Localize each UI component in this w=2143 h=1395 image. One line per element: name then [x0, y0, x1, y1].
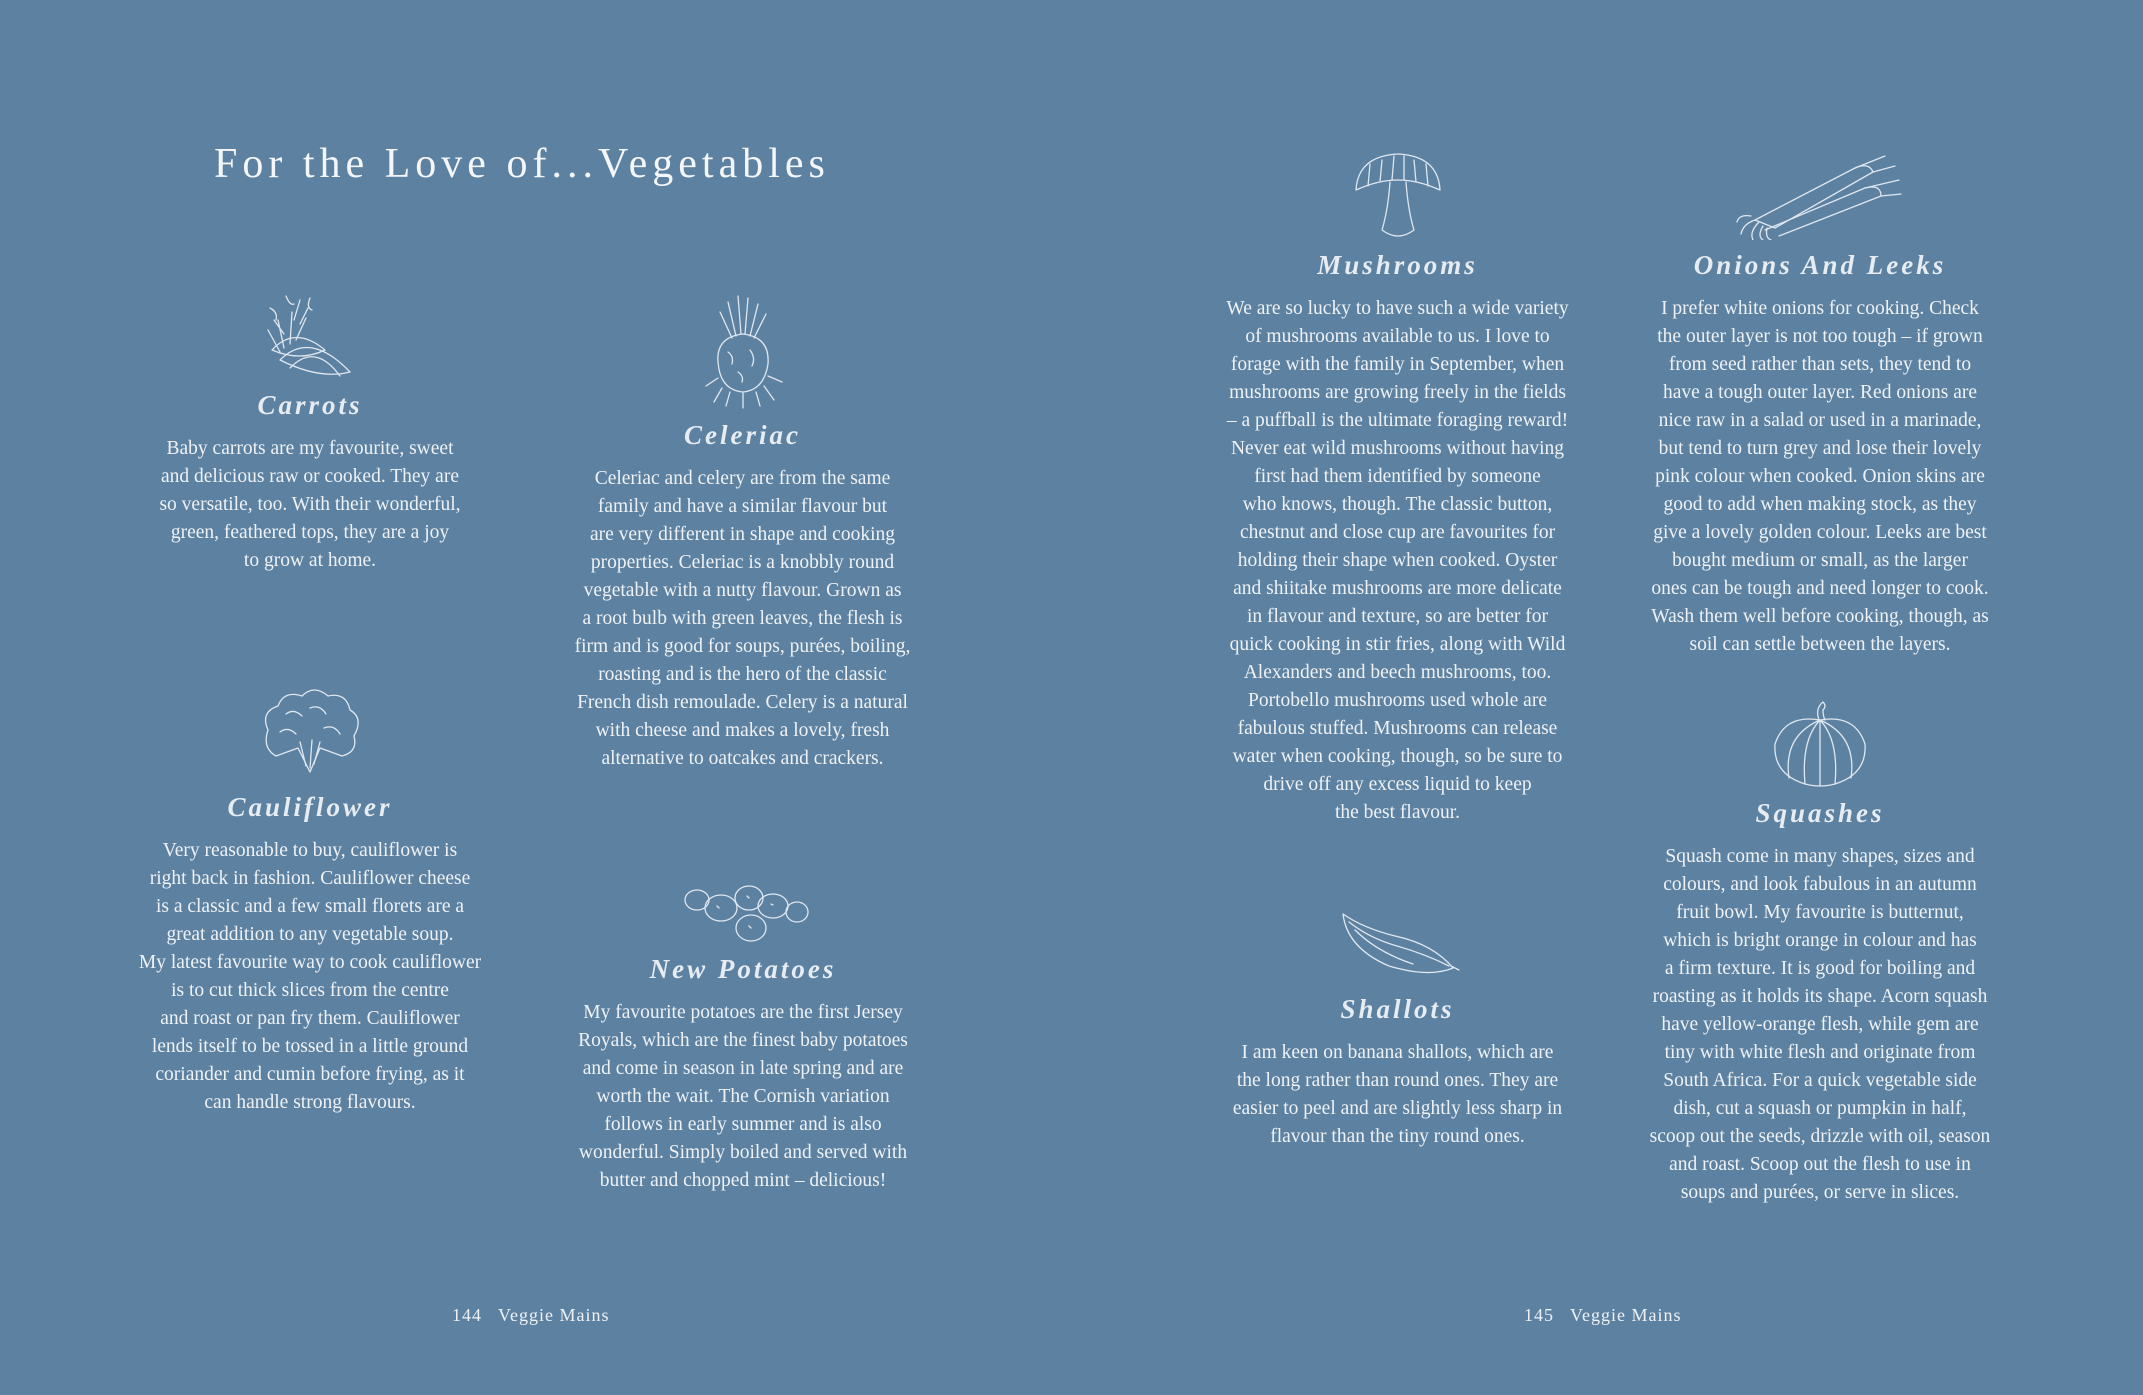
squashes-text: Squash come in many shapes, sizes and colours, and look fabulous in an autumn fruit bowl. My favourite is butternut, which is bright orange in colour and has a firm texture. It is good for boiling and roasting as it holds its shape. Acorn squash have yellow-orange flesh, while gem are tiny with white flesh and originate from South Africa. For a quick vegetable side dish, cut a squash or pumpkin in half, scoop out the seeds, drizzle with oil, season and roast. Scoop out the flesh to use in soups and purées, or serve in slices. — [1649, 846, 1991, 1203]
celeriac-text: Celeriac and celery are from the same family and have a similar flavour but are very different in shape and cooking properties. Celeriac is a knobbly round vegetable with a nutty flavour. Grown as a root bulb with green leaves, the flesh is firm and is good for soups, purées, boiling, roasting and is the hero of the classic French dish remoulade. Celery is a natural with cheese and makes a lovely, fresh alternative to oatcakes and crackers. — [574, 468, 911, 769]
mushrooms-heading: Mushrooms — [1317, 250, 1478, 280]
onions-leeks-heading: Onions And Leeks — [1693, 250, 1947, 280]
carrots-heading: Carrots — [257, 390, 363, 420]
cauliflower-heading: Cauliflower — [227, 792, 393, 822]
entry-onions-and-leeks — [1625, 150, 2015, 659]
potatoes-icon — [673, 876, 813, 948]
page-title: For the Love of...Vegetables — [214, 141, 830, 187]
shallot-icon — [1333, 908, 1463, 980]
celeriac-icon — [698, 292, 788, 412]
cauliflower-text: Very reasonable to buy, cauliflower is right back in fashion. Cauliflower cheese is a classic and a few small florets are a great addition to any vegetable soup. My latest favourite way to cook cauliflower is to cut thick slices from the centre and roast or pan fry them. Cauliflower lends itself to be tossed in a little ground coriander and cumin before frying, as it can handle strong flavours. — [138, 840, 482, 1113]
entry-shallots — [1200, 908, 1595, 1151]
new-potatoes-heading: New Potatoes — [649, 954, 837, 984]
section-name: Veggie Mains — [498, 1305, 610, 1325]
celeriac-heading: Celeriac — [684, 420, 801, 450]
section-name: Veggie Mains — [1570, 1305, 1682, 1325]
entry-celeriac — [550, 292, 935, 773]
leek-icon — [1735, 150, 1905, 240]
squashes-heading: Squashes — [1755, 798, 1885, 828]
entry-cauliflower — [115, 682, 505, 1117]
cauliflower-icon — [250, 682, 370, 778]
page-footer-left — [452, 1305, 609, 1326]
entry-carrots — [120, 290, 500, 575]
entry-squashes — [1625, 700, 2015, 1207]
page-footer-right — [1524, 1305, 1681, 1326]
onions-leeks-text: I prefer white onions for cooking. Check the outer layer is not too tough – if grown from seed rather than sets, they tend to have a tough outer layer. Red onions are nice raw in a salad or used in a marinade, but tend to turn grey and lose their lovely pink colour when cooked. Onion skins are good to add when making stock, as they give a lovely golden colour. Leeks are best bought medium or small, as the larger ones can be tough and need longer to cook. Wash them well before cooking, though, as soil can settle between the layers. — [1651, 298, 1989, 655]
shallots-text: I am keen on banana shallots, which are the long rather than round ones. They are easier to peel and are slightly less sharp in flavour than the tiny round ones. — [1232, 1042, 1563, 1147]
mushrooms-text: We are so lucky to have such a wide variety of mushrooms available to us. I love to forage with the family in September, when mushrooms are growing freely in the fields – a puffball is the ultimate foraging reward! Never eat wild mushrooms without having first had them identified by someone who knows, though. The classic button, chestnut and close cup are favourites for holding their shape when cooked. Oyster and shiitake mushrooms are more delicate in flavour and texture, so are better for quick cooking in stir fries, along with Wild Alexanders and beech mushrooms, too. Portobello mushrooms used whole are fabulous stuffed. Mushrooms can release water when cooking, though, so be sure to drive off any excess liquid to keep the best flavour. — [1226, 298, 1569, 823]
mushroom-icon — [1348, 150, 1448, 242]
entry-mushrooms — [1200, 150, 1595, 827]
shallots-heading: Shallots — [1340, 994, 1455, 1024]
page-number: 144 — [452, 1305, 482, 1325]
carrots-text: Baby carrots are my favourite, sweet and delicious raw or cooked. They are so versatile, too. With their wonderful, green, feathered tops, they are a joy to grow at home. — [159, 438, 461, 571]
carrot-icon — [250, 290, 370, 390]
entry-new-potatoes — [548, 876, 938, 1195]
page-number: 145 — [1524, 1305, 1554, 1325]
new-potatoes-text: My favourite potatoes are the first Jersey Royals, which are the finest baby potatoes and come in season in late spring and are worth the wait. The Cornish variation follows in early summer and is also wonderful. Simply boiled and served with butter and chopped mint – delicious! — [578, 1002, 908, 1191]
pumpkin-icon — [1765, 700, 1875, 788]
